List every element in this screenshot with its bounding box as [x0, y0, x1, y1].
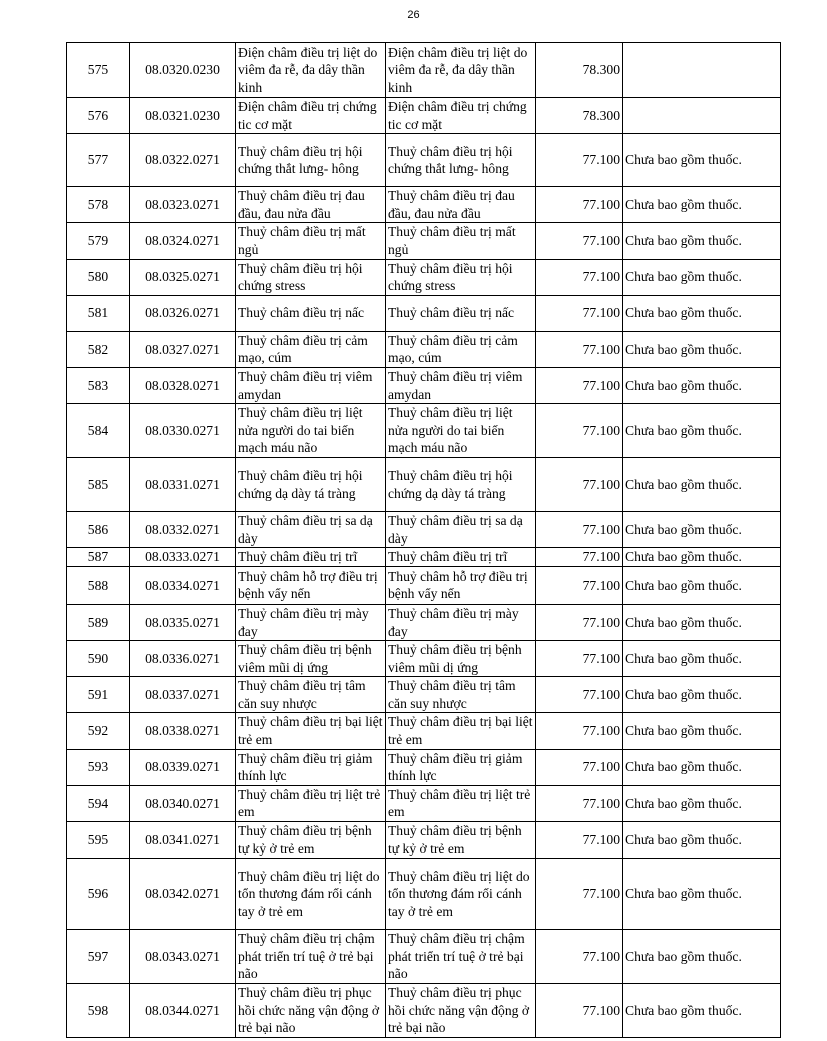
price-cell: 77.100 [536, 512, 623, 548]
stt-cell: 590 [67, 641, 130, 677]
stt-cell: 596 [67, 859, 130, 930]
service-name-alt-cell: Thuỷ châm điều trị liệt nửa người do tai biến mạch máu não [386, 404, 536, 458]
table-row [67, 259, 781, 295]
service-name-cell: Thuỷ châm điều trị liệt nửa người do tai biến mạch máu não [236, 404, 386, 458]
price-cell: 77.100 [536, 295, 623, 331]
table-row [67, 566, 781, 604]
price-cell: 77.100 [536, 822, 623, 859]
price-cell: 77.100 [536, 930, 623, 984]
service-name-cell: Thuỷ châm điều trị sa dạ dày [236, 512, 386, 548]
stt-cell: 593 [67, 749, 130, 785]
service-name-cell: Điện châm điều trị chứng tic cơ mặt [236, 98, 386, 134]
code-cell: 08.0343.0271 [130, 930, 236, 984]
table-row [67, 134, 781, 187]
note-cell: Chưa bao gồm thuốc. [623, 512, 781, 548]
stt-cell: 581 [67, 295, 130, 331]
service-name-cell: Thuỷ châm điều trị phục hồi chức năng vận động ở trẻ bại não [236, 984, 386, 1038]
note-cell: Chưa bao gồm thuốc. [623, 822, 781, 859]
price-cell: 77.100 [536, 641, 623, 677]
note-cell: Chưa bao gồm thuốc. [623, 134, 781, 187]
service-name-alt-cell: Điện châm điều trị chứng tic cơ mặt [386, 98, 536, 134]
service-name-alt-cell: Thuỷ châm điều trị liệt do tổn thương đám rối cánh tay ở trẻ em [386, 859, 536, 930]
service-name-alt-cell: Thuỷ châm điều trị cảm mạo, cúm [386, 331, 536, 367]
code-cell: 08.0342.0271 [130, 859, 236, 930]
code-cell: 08.0330.0271 [130, 404, 236, 458]
stt-cell: 591 [67, 677, 130, 713]
service-name-alt-cell: Thuỷ châm điều trị hội chứng thắt lưng- hông [386, 134, 536, 187]
table-row [67, 331, 781, 367]
service-name-alt-cell: Thuỷ châm điều trị hội chứng stress [386, 259, 536, 295]
table-row [67, 367, 781, 403]
service-name-cell: Thuỷ châm điều trị hội chứng thắt lưng- hông [236, 134, 386, 187]
code-cell: 08.0326.0271 [130, 295, 236, 331]
price-cell: 77.100 [536, 404, 623, 458]
service-name-cell: Thuỷ châm điều trị hội chứng dạ dày tá tràng [236, 458, 386, 512]
code-cell: 08.0324.0271 [130, 223, 236, 259]
note-cell: Chưa bao gồm thuốc. [623, 641, 781, 677]
stt-cell: 598 [67, 984, 130, 1038]
price-cell: 77.100 [536, 331, 623, 367]
price-cell: 77.100 [536, 859, 623, 930]
note-cell: Chưa bao gồm thuốc. [623, 930, 781, 984]
note-cell [623, 98, 781, 134]
note-cell: Chưa bao gồm thuốc. [623, 187, 781, 223]
service-name-cell: Thuỷ châm điều trị nấc [236, 295, 386, 331]
table-row [67, 512, 781, 548]
table-row [67, 641, 781, 677]
service-name-cell: Thuỷ châm điều trị tâm căn suy nhược [236, 677, 386, 713]
stt-cell: 592 [67, 713, 130, 749]
service-name-cell: Thuỷ châm điều trị trĩ [236, 548, 386, 567]
price-cell: 77.100 [536, 458, 623, 512]
service-name-alt-cell: Thuỷ châm điều trị bại liệt trẻ em [386, 713, 536, 749]
service-name-alt-cell: Thuỷ châm điều trị chậm phát triển trí tuệ ở trẻ bại não [386, 930, 536, 984]
note-cell: Chưa bao gồm thuốc. [623, 458, 781, 512]
service-name-cell: Thuỷ châm điều trị viêm amydan [236, 367, 386, 403]
table-row [67, 98, 781, 134]
note-cell: Chưa bao gồm thuốc. [623, 367, 781, 403]
note-cell: Chưa bao gồm thuốc. [623, 604, 781, 640]
price-cell: 77.100 [536, 566, 623, 604]
price-cell: 77.100 [536, 134, 623, 187]
service-name-cell: Thuỷ châm điều trị bệnh viêm mũi dị ứng [236, 641, 386, 677]
service-name-alt-cell: Thuỷ châm điều trị liệt trẻ em [386, 785, 536, 821]
service-name-alt-cell: Thuỷ châm điều trị đau đầu, đau nửa đầu [386, 187, 536, 223]
table-body [67, 43, 781, 1038]
code-cell: 08.0323.0271 [130, 187, 236, 223]
service-name-alt-cell: Thuỷ châm điều trị hội chứng dạ dày tá tràng [386, 458, 536, 512]
price-cell: 77.100 [536, 367, 623, 403]
stt-cell: 579 [67, 223, 130, 259]
code-cell: 08.0332.0271 [130, 512, 236, 548]
stt-cell: 587 [67, 548, 130, 567]
note-cell: Chưa bao gồm thuốc. [623, 566, 781, 604]
price-cell: 77.100 [536, 749, 623, 785]
service-name-alt-cell: Thuỷ châm điều trị phục hồi chức năng vận động ở trẻ bại não [386, 984, 536, 1038]
service-name-cell: Thuỷ châm điều trị bệnh tự kỷ ở trẻ em [236, 822, 386, 859]
note-cell: Chưa bao gồm thuốc. [623, 859, 781, 930]
note-cell: Chưa bao gồm thuốc. [623, 295, 781, 331]
note-cell [623, 43, 781, 98]
service-name-cell: Thuỷ châm điều trị bại liệt trẻ em [236, 713, 386, 749]
service-name-alt-cell: Điện châm điều trị liệt do viêm đa rễ, đa dây thần kinh [386, 43, 536, 98]
table-row [67, 43, 781, 98]
code-cell: 08.0337.0271 [130, 677, 236, 713]
code-cell: 08.0320.0230 [130, 43, 236, 98]
table-row [67, 749, 781, 785]
code-cell: 08.0340.0271 [130, 785, 236, 821]
stt-cell: 589 [67, 604, 130, 640]
code-cell: 08.0331.0271 [130, 458, 236, 512]
table-row [67, 822, 781, 859]
service-name-alt-cell: Thuỷ châm hỗ trợ điều trị bệnh vẩy nến [386, 566, 536, 604]
service-name-cell: Thuỷ châm điều trị mày đay [236, 604, 386, 640]
service-name-cell: Thuỷ châm điều trị liệt do tổn thương đám rối cánh tay ở trẻ em [236, 859, 386, 930]
note-cell: Chưa bao gồm thuốc. [623, 548, 781, 567]
stt-cell: 594 [67, 785, 130, 821]
stt-cell: 595 [67, 822, 130, 859]
price-cell: 78.300 [536, 43, 623, 98]
service-name-cell: Thuỷ châm điều trị liệt trẻ em [236, 785, 386, 821]
service-name-alt-cell: Thuỷ châm điều trị mày đay [386, 604, 536, 640]
price-cell: 77.100 [536, 187, 623, 223]
table-row [67, 404, 781, 458]
service-name-cell: Thuỷ châm điều trị đau đầu, đau nửa đầu [236, 187, 386, 223]
table-row [67, 223, 781, 259]
code-cell: 08.0333.0271 [130, 548, 236, 567]
stt-cell: 585 [67, 458, 130, 512]
table-row [67, 677, 781, 713]
table-row [67, 458, 781, 512]
code-cell: 08.0321.0230 [130, 98, 236, 134]
code-cell: 08.0327.0271 [130, 331, 236, 367]
table-row [67, 785, 781, 821]
code-cell: 08.0325.0271 [130, 259, 236, 295]
stt-cell: 577 [67, 134, 130, 187]
stt-cell: 582 [67, 331, 130, 367]
service-name-cell: Điện châm điều trị liệt do viêm đa rễ, đa dây thần kinh [236, 43, 386, 98]
code-cell: 08.0339.0271 [130, 749, 236, 785]
price-cell: 77.100 [536, 677, 623, 713]
table-row [67, 548, 781, 567]
stt-cell: 583 [67, 367, 130, 403]
price-cell: 77.100 [536, 713, 623, 749]
service-name-alt-cell: Thuỷ châm điều trị bệnh tự kỷ ở trẻ em [386, 822, 536, 859]
note-cell: Chưa bao gồm thuốc. [623, 984, 781, 1038]
service-name-alt-cell: Thuỷ châm điều trị viêm amydan [386, 367, 536, 403]
stt-cell: 597 [67, 930, 130, 984]
service-name-alt-cell: Thuỷ châm điều trị sa dạ dày [386, 512, 536, 548]
service-name-alt-cell: Thuỷ châm điều trị trĩ [386, 548, 536, 567]
service-price-table [66, 42, 781, 1038]
code-cell: 08.0335.0271 [130, 604, 236, 640]
table-row [67, 930, 781, 984]
price-cell: 77.100 [536, 604, 623, 640]
code-cell: 08.0344.0271 [130, 984, 236, 1038]
stt-cell: 588 [67, 566, 130, 604]
price-cell: 77.100 [536, 548, 623, 567]
stt-cell: 576 [67, 98, 130, 134]
note-cell: Chưa bao gồm thuốc. [623, 677, 781, 713]
stt-cell: 578 [67, 187, 130, 223]
service-name-alt-cell: Thuỷ châm điều trị mất ngủ [386, 223, 536, 259]
service-name-alt-cell: Thuỷ châm điều trị bệnh viêm mũi dị ứng [386, 641, 536, 677]
table-row [67, 295, 781, 331]
page-number: 26 [407, 9, 420, 21]
table-row [67, 984, 781, 1038]
note-cell: Chưa bao gồm thuốc. [623, 785, 781, 821]
service-name-cell: Thuỷ châm điều trị giảm thính lực [236, 749, 386, 785]
note-cell: Chưa bao gồm thuốc. [623, 259, 781, 295]
price-cell: 77.100 [536, 785, 623, 821]
note-cell: Chưa bao gồm thuốc. [623, 223, 781, 259]
service-name-alt-cell: Thuỷ châm điều trị tâm căn suy nhược [386, 677, 536, 713]
code-cell: 08.0334.0271 [130, 566, 236, 604]
code-cell: 08.0328.0271 [130, 367, 236, 403]
price-cell: 77.100 [536, 259, 623, 295]
table-row [67, 187, 781, 223]
service-name-alt-cell: Thuỷ châm điều trị giảm thính lực [386, 749, 536, 785]
table-row [67, 604, 781, 640]
code-cell: 08.0341.0271 [130, 822, 236, 859]
code-cell: 08.0322.0271 [130, 134, 236, 187]
note-cell: Chưa bao gồm thuốc. [623, 749, 781, 785]
code-cell: 08.0336.0271 [130, 641, 236, 677]
note-cell: Chưa bao gồm thuốc. [623, 331, 781, 367]
stt-cell: 580 [67, 259, 130, 295]
stt-cell: 584 [67, 404, 130, 458]
service-name-cell: Thuỷ châm điều trị chậm phát triển trí tuệ ở trẻ bại não [236, 930, 386, 984]
table-row [67, 713, 781, 749]
service-name-alt-cell: Thuỷ châm điều trị nấc [386, 295, 536, 331]
note-cell: Chưa bao gồm thuốc. [623, 713, 781, 749]
price-cell: 78.300 [536, 98, 623, 134]
table-row [67, 859, 781, 930]
stt-cell: 575 [67, 43, 130, 98]
service-name-cell: Thuỷ châm hỗ trợ điều trị bệnh vẩy nến [236, 566, 386, 604]
service-name-cell: Thuỷ châm điều trị cảm mạo, cúm [236, 331, 386, 367]
price-cell: 77.100 [536, 223, 623, 259]
service-name-cell: Thuỷ châm điều trị mất ngủ [236, 223, 386, 259]
note-cell: Chưa bao gồm thuốc. [623, 404, 781, 458]
service-name-cell: Thuỷ châm điều trị hội chứng stress [236, 259, 386, 295]
price-cell: 77.100 [536, 984, 623, 1038]
code-cell: 08.0338.0271 [130, 713, 236, 749]
stt-cell: 586 [67, 512, 130, 548]
